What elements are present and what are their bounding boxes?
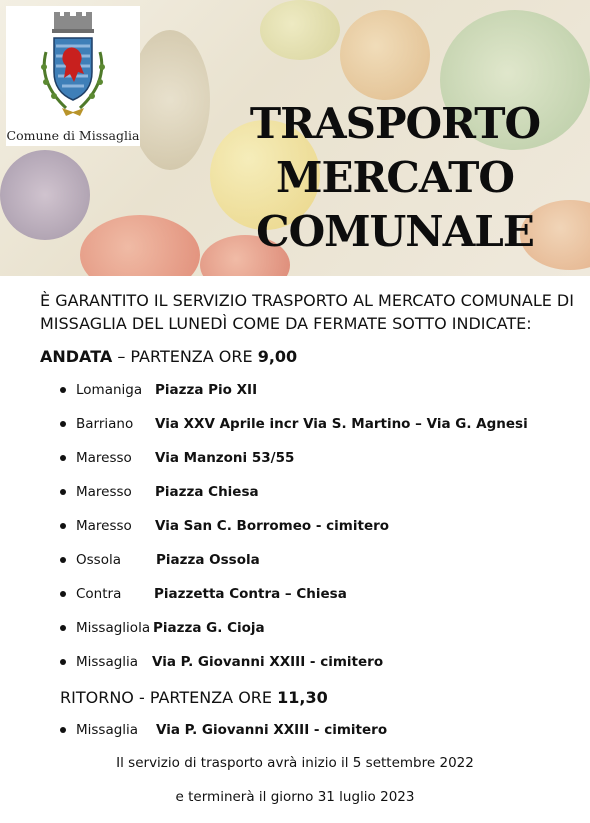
stop-address: Via P. Giovanni XXIII - cimitero (152, 654, 384, 670)
ritorno-label: RITORNO - PARTENZA ORE (60, 688, 278, 707)
andata-label: ANDATA (40, 347, 113, 366)
ritorno-heading (60, 688, 328, 707)
intro-line: MISSAGLIA DEL LUNEDÌ COME DA FERMATE SOTTO INDICATE: (40, 314, 532, 333)
header-banner (0, 0, 590, 276)
title-line: MERCATO (276, 153, 514, 202)
bullet-icon (60, 557, 66, 563)
stop-place: Maresso (76, 484, 132, 500)
vegetable-image (260, 0, 340, 60)
stop-address: Piazza G. Cioja (153, 620, 265, 636)
service-end-note: e terminerà il giorno 31 luglio 2023 (175, 789, 415, 805)
stop-address: Piazzetta Contra – Chiesa (154, 586, 347, 602)
stop-place: Missaglia (76, 654, 139, 670)
bullet-icon (60, 523, 66, 529)
service-start-note: Il servizio di trasporto avrà inizio il 5 settembre 2022 (116, 755, 474, 771)
stop-place: Missaglia (76, 722, 139, 738)
municipality-name: Comune di Missaglia (6, 128, 140, 143)
ritorno-time: 11,30 (277, 688, 328, 707)
stop-address: Piazza Ossola (156, 552, 260, 568)
andata-heading (40, 347, 297, 366)
bullet-icon (60, 727, 66, 733)
stop-address: Via P. Giovanni XXIII - cimitero (156, 722, 388, 738)
stop-place: Maresso (76, 518, 132, 534)
stop-place: Missagliola (76, 620, 151, 636)
stop-place: Maresso (76, 450, 132, 466)
bullet-icon (60, 489, 66, 495)
andata-time: 9,00 (257, 347, 298, 366)
stop-address: Via San C. Borromeo - cimitero (155, 518, 390, 534)
municipality-logo (6, 6, 140, 146)
stop-place: Ossola (76, 552, 121, 568)
intro-line: È GARANTITO IL SERVIZIO TRASPORTO AL MERCATO COMUNALE DI (40, 291, 574, 310)
stop-address: Via XXV Aprile incr Via S. Martino – Via G. Agnesi (155, 416, 528, 432)
vegetable-basket-image (130, 30, 210, 170)
title-line: COMUNALE (256, 207, 534, 256)
tomato-image (80, 215, 200, 276)
bullet-icon (60, 591, 66, 597)
stop-place: Barriano (76, 416, 134, 432)
bullet-icon (60, 625, 66, 631)
stop-place: Contra (76, 586, 122, 602)
page-title (210, 97, 580, 259)
potato-image (340, 10, 430, 100)
coat-of-arms-icon (36, 12, 110, 124)
eggplant-image (0, 150, 90, 240)
andata-sep: – PARTENZA ORE (112, 347, 258, 366)
title-line: TRASPORTO (249, 99, 541, 148)
bullet-icon (60, 659, 66, 665)
stop-address: Via Manzoni 53/55 (155, 450, 295, 466)
stop-place: Lomaniga (76, 382, 143, 398)
stop-address: Piazza Chiesa (155, 484, 259, 500)
bullet-icon (60, 421, 66, 427)
bullet-icon (60, 387, 66, 393)
stop-address: Piazza Pio XII (155, 382, 258, 398)
bullet-icon (60, 455, 66, 461)
